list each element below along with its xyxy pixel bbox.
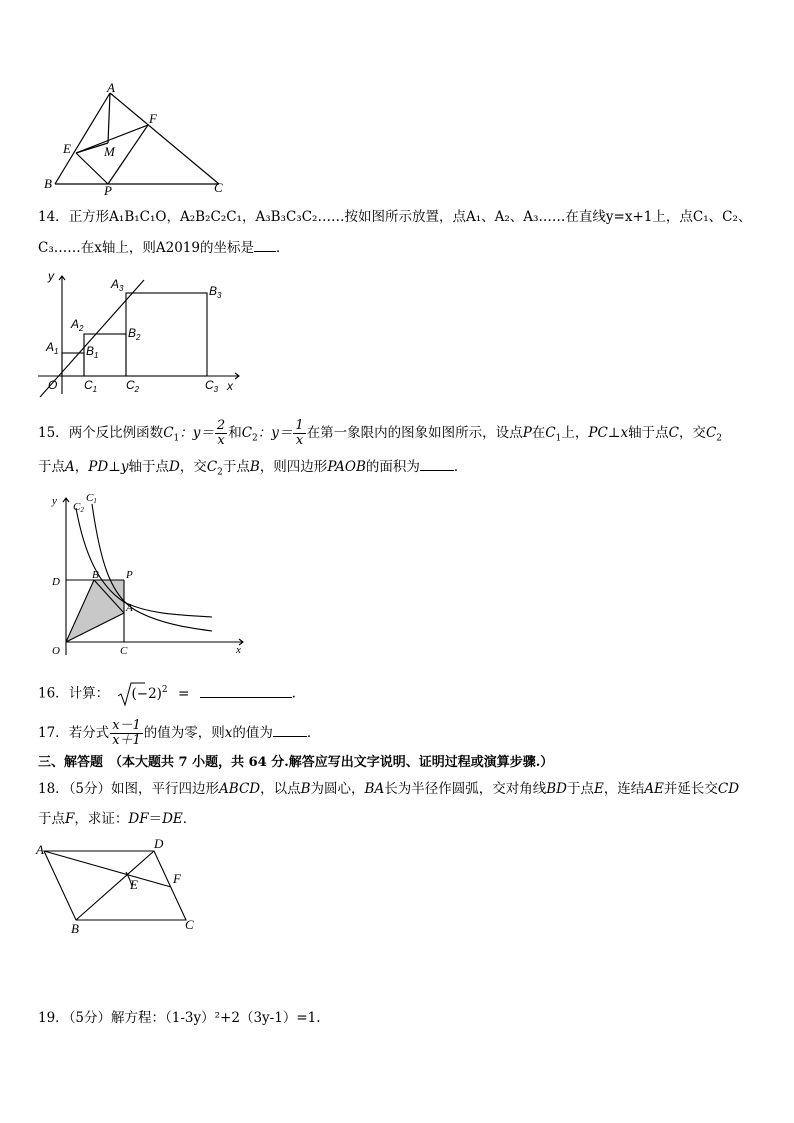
numerator: 1 bbox=[295, 418, 304, 433]
question-text: ． bbox=[275, 240, 290, 256]
question-text: D bbox=[168, 459, 180, 475]
label-b2: $B_2$ bbox=[128, 326, 141, 342]
question-text: A bbox=[65, 459, 75, 475]
label-a2: $A_2$ bbox=[71, 317, 84, 333]
label-f: F bbox=[173, 871, 181, 886]
question-text: 上， bbox=[561, 425, 589, 441]
question-number: 19． bbox=[38, 1010, 69, 1026]
question-text: 在 bbox=[531, 425, 546, 441]
question-text: DF bbox=[128, 811, 149, 827]
question-number: 15． bbox=[38, 425, 69, 441]
question-text: 正方形A₁B₁C₁O，A₂B₂C₂C₁，A₃B₃C₃C₂……按如图所示放置，点A₁、A₂、A₃……在直线y=x+1上，点C₁、C₂、 bbox=[68, 209, 752, 225]
question-text: PAOB bbox=[327, 459, 366, 475]
question-text: （5分）解方程：（1-3y）²+2（3y-1）=1. bbox=[68, 1010, 321, 1026]
curve-name: C bbox=[241, 425, 253, 441]
label-c: C bbox=[120, 645, 128, 657]
question-number: 17． bbox=[38, 725, 69, 741]
label-b: B bbox=[92, 569, 99, 581]
answer-blank bbox=[420, 458, 454, 471]
question-17 bbox=[38, 716, 320, 750]
fraction-2-over-x bbox=[215, 419, 227, 448]
denominator: x bbox=[295, 433, 304, 448]
label-c2: $C_2$ bbox=[126, 378, 140, 394]
label-a: A bbox=[126, 602, 133, 614]
question-text: B bbox=[249, 459, 260, 475]
numerator: x－1 bbox=[112, 718, 141, 733]
label-b: B bbox=[71, 921, 79, 936]
question-text: 的值为零，则 bbox=[143, 725, 225, 741]
figure-inverse-proportion bbox=[40, 490, 250, 660]
question-text: 的值为 bbox=[232, 725, 273, 741]
label-e: E bbox=[63, 141, 71, 156]
answer-blank bbox=[273, 724, 307, 737]
label-x: x bbox=[227, 379, 233, 393]
figure-parallelogram-abcd bbox=[34, 836, 204, 936]
question-text: ． bbox=[306, 725, 321, 741]
question-text: x bbox=[224, 725, 233, 741]
subscript: 1 bbox=[555, 433, 562, 444]
label-b: B bbox=[44, 176, 52, 191]
question-text: 若分式 bbox=[68, 725, 110, 741]
label-y: y bbox=[48, 269, 54, 283]
question-text: PC⊥x bbox=[588, 425, 629, 441]
question-text: ，以点 bbox=[260, 781, 301, 797]
question-14-line-1 bbox=[38, 207, 751, 227]
question-text: ＝ bbox=[148, 811, 163, 827]
question-text: ． bbox=[453, 459, 468, 475]
numerator: 2 bbox=[216, 418, 226, 433]
figure-triangle-abc bbox=[36, 82, 236, 197]
label-c3: $C_3$ bbox=[205, 378, 219, 394]
label-a3: $A_3$ bbox=[111, 277, 124, 293]
label-d: D bbox=[52, 576, 60, 588]
exponent: 2 bbox=[161, 685, 168, 695]
question-text: BA bbox=[364, 781, 385, 797]
section-title: 三、解答题 bbox=[38, 755, 104, 770]
figure-squares-on-line bbox=[34, 266, 249, 398]
label-b3: $B_3$ bbox=[209, 284, 222, 300]
fraction-x-minus-1-over-x-plus-1 bbox=[110, 719, 143, 748]
label-x: x bbox=[236, 644, 241, 656]
question-text: ，连结 bbox=[603, 781, 645, 797]
question-text: 轴于点 bbox=[628, 425, 669, 441]
question-text: ． bbox=[182, 811, 197, 827]
question-text: C bbox=[668, 425, 679, 441]
label-c1: $C_1$ bbox=[84, 378, 98, 394]
label-b1: $B_1$ bbox=[86, 344, 99, 360]
question-text: F bbox=[65, 811, 75, 827]
radicand: (−2) bbox=[131, 685, 162, 702]
label-a: A bbox=[107, 82, 115, 95]
question-number: 14． bbox=[38, 209, 69, 225]
question-text: E bbox=[593, 781, 604, 797]
label-p: P bbox=[104, 183, 112, 197]
label-d: D bbox=[154, 836, 164, 851]
question-number: 18． bbox=[38, 781, 69, 797]
question-text: C bbox=[545, 425, 556, 441]
curve-name: C bbox=[163, 425, 174, 441]
section-description: （本大题共 7 小题，共 64 分.解答应写出文字说明、证明过程或演算步骤.） bbox=[109, 755, 554, 770]
question-text: ：y＝ bbox=[257, 425, 293, 441]
question-15-line-2 bbox=[38, 457, 467, 483]
question-text: C₃……在x轴上，则A2019的坐标是 bbox=[38, 240, 254, 256]
label-m: M bbox=[104, 144, 115, 159]
question-text: 于点 bbox=[222, 459, 250, 475]
question-text: ，则四边形 bbox=[259, 459, 328, 475]
label-p: P bbox=[126, 569, 133, 581]
label-c: C bbox=[185, 917, 194, 932]
label-o: O bbox=[52, 645, 60, 657]
question-16 bbox=[38, 677, 296, 703]
question-text: AE bbox=[644, 781, 664, 797]
question-text: 的面积为 bbox=[365, 459, 420, 475]
question-text: 长为半径作圆弧，交对角线 bbox=[384, 781, 547, 797]
question-18-line-2 bbox=[38, 809, 196, 829]
label-y: y bbox=[52, 495, 57, 507]
question-text: 于点 bbox=[38, 459, 65, 475]
subscript: 2 bbox=[252, 433, 258, 444]
question-text: 在第一象限内的图象如图所示，设点 bbox=[306, 425, 523, 441]
question-text: BD bbox=[546, 781, 567, 797]
question-text: C bbox=[705, 425, 717, 441]
denominator: x bbox=[217, 433, 225, 448]
question-text: 和 bbox=[228, 425, 242, 441]
label-a: A bbox=[36, 842, 44, 857]
subscript: 2 bbox=[217, 467, 223, 478]
subscript: 2 bbox=[716, 433, 723, 444]
question-text: 于点 bbox=[38, 811, 65, 827]
answer-blank bbox=[200, 685, 292, 698]
label-c: C bbox=[214, 180, 223, 195]
subscript: 1 bbox=[173, 433, 180, 444]
question-text: ，交 bbox=[678, 425, 706, 441]
label-c2: C2 bbox=[73, 501, 84, 514]
question-text: 两个反比例函数 bbox=[68, 425, 164, 441]
question-text: 为圆心， bbox=[310, 781, 365, 797]
question-text: ：y＝ bbox=[179, 425, 214, 441]
label-o: O bbox=[48, 378, 58, 392]
section-header bbox=[38, 753, 553, 773]
question-text: ，交 bbox=[179, 459, 207, 475]
label-f: F bbox=[149, 111, 157, 126]
question-text: ， bbox=[74, 459, 89, 475]
question-text: ABCD bbox=[219, 781, 261, 797]
question-text: PD⊥y bbox=[88, 459, 129, 475]
question-14-line-2 bbox=[38, 238, 289, 258]
question-number: 16． bbox=[38, 685, 69, 702]
denominator: x＋1 bbox=[112, 733, 141, 748]
question-19 bbox=[38, 1008, 321, 1028]
question-text: B bbox=[300, 781, 311, 797]
answer-blank bbox=[254, 239, 276, 252]
question-text: （5分）如图，平行四边形 bbox=[68, 781, 220, 797]
question-text: ，求证： bbox=[74, 811, 129, 827]
question-text: 轴于点 bbox=[128, 459, 169, 475]
question-text: . bbox=[291, 685, 296, 702]
question-18-line-1 bbox=[38, 779, 739, 799]
question-text: 并延长交 bbox=[663, 781, 718, 797]
label-c1: C1 bbox=[86, 492, 97, 505]
question-text: = bbox=[177, 685, 190, 702]
fraction-1-over-x bbox=[293, 419, 305, 448]
label-e: E bbox=[130, 877, 138, 892]
question-text: C bbox=[206, 459, 218, 475]
question-text: P bbox=[522, 425, 532, 441]
question-text: 计算： bbox=[68, 685, 110, 702]
question-text: CD bbox=[717, 781, 740, 797]
question-text: 于点 bbox=[566, 781, 594, 797]
label-a1: $A_1$ bbox=[46, 340, 59, 356]
question-15-line-1 bbox=[38, 418, 722, 448]
question-text: DE bbox=[162, 811, 183, 827]
